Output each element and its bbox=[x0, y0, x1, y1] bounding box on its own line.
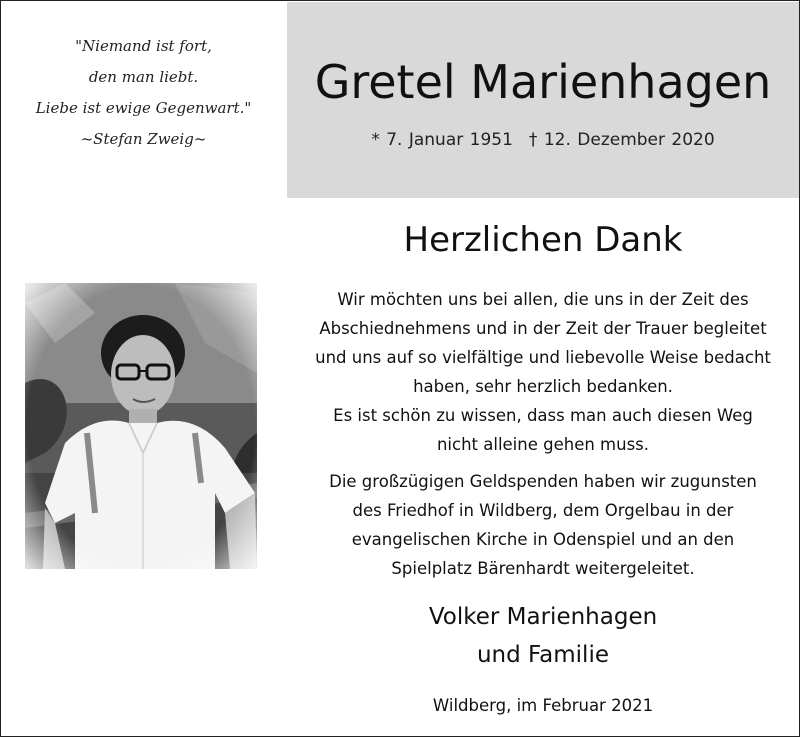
life-dates bbox=[287, 130, 799, 150]
place-date: Wildberg, im Februar 2021 bbox=[432, 696, 654, 715]
paragraph-line: nicht alleine gehen muss. bbox=[436, 435, 650, 454]
paragraph-line: haben, sehr herzlich bedanken. bbox=[413, 377, 673, 396]
paragraph-line: Die großzügigen Geldspenden haben wir zugunsten bbox=[329, 472, 757, 491]
paragraph-line: Abschiednehmens und in der Zeit der Trauer begleitet bbox=[319, 319, 767, 338]
quote-author: ~Stefan Zweig~ bbox=[80, 130, 207, 148]
birth-date: * 7. Januar 1951 bbox=[371, 130, 513, 150]
signature-block bbox=[287, 598, 799, 674]
thanks-paragraph bbox=[277, 285, 800, 401]
name-header bbox=[287, 2, 799, 198]
signer-name: Volker Marienhagen bbox=[428, 604, 658, 630]
paragraph-line: Wir möchten uns bei allen, die uns in der Zeit des bbox=[337, 290, 749, 309]
paragraph-line: und uns auf so vielfältige und liebevolle Weise bedacht bbox=[315, 348, 771, 367]
deceased-name: Gretel Marienhagen bbox=[314, 55, 772, 109]
comfort-paragraph bbox=[277, 401, 800, 459]
quote-line: "Niemand ist fort, bbox=[75, 37, 212, 55]
death-date: † 12. Dezember 2020 bbox=[528, 130, 715, 150]
paragraph-line: Spielplatz Bärenhardt weitergeleitet. bbox=[391, 559, 695, 578]
donation-paragraph bbox=[277, 467, 800, 583]
quote-line: Liebe ist ewige Gegenwart." bbox=[35, 99, 252, 117]
portrait-photo bbox=[25, 283, 257, 569]
quote-line: den man liebt. bbox=[88, 68, 199, 86]
thanks-heading: Herzlichen Dank bbox=[403, 220, 683, 260]
paragraph-line: des Friedhof in Wildberg, dem Orgelbau in der bbox=[352, 501, 734, 520]
paragraph-line: evangelischen Kirche in Odenspiel und an den bbox=[351, 530, 735, 549]
paragraph-line: Es ist schön zu wissen, dass man auch diesen Weg bbox=[333, 406, 753, 425]
quote-block bbox=[21, 31, 266, 155]
signer-family: und Familie bbox=[476, 642, 609, 668]
